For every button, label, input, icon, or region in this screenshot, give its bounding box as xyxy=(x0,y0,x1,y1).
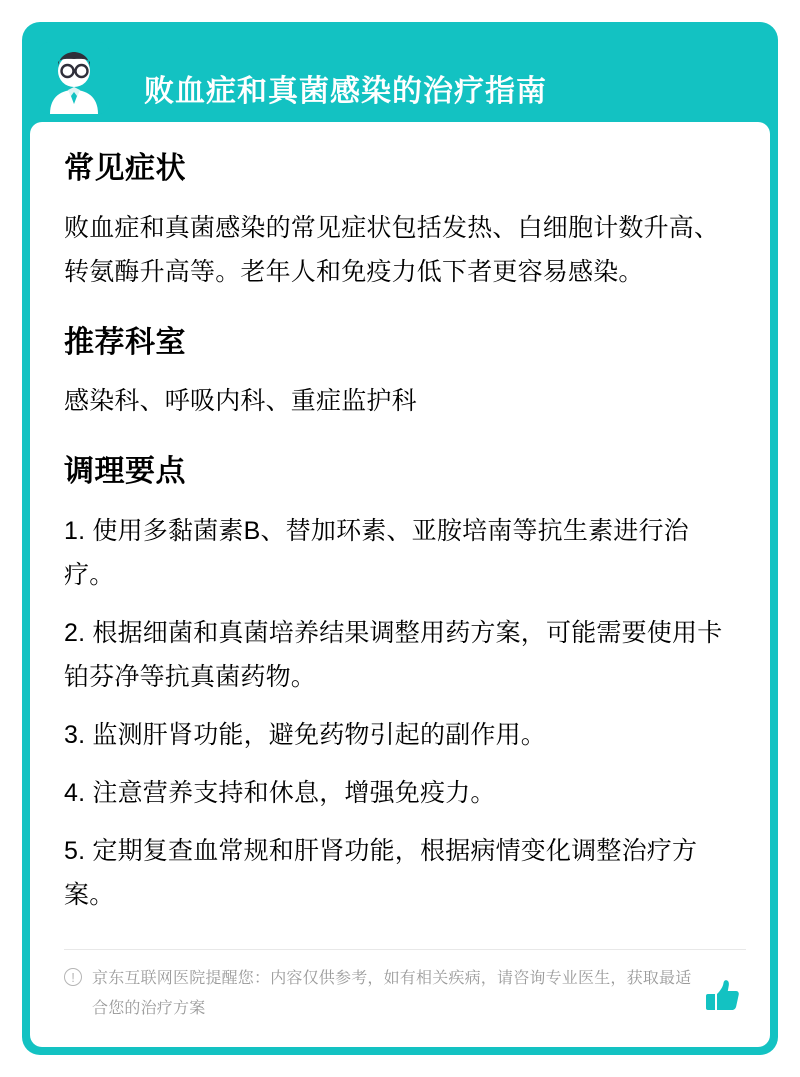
footer-disclaimer xyxy=(64,949,746,1035)
section-heading-care-points: 调理要点 xyxy=(64,455,186,488)
care-point-item: 2. 根据细菌和真菌培养结果调整用药方案，可能需要使用卡铂芬净等抗真菌药物。 xyxy=(64,618,723,691)
section-heading-common-symptoms: 常见症状 xyxy=(64,152,186,185)
care-point-item: 3. 监测肝肾功能，避免药物引起的副作用。 xyxy=(64,720,546,749)
care-point-item: 5. 定期复查血常规和肝肾功能，根据病情变化调整治疗方案。 xyxy=(64,836,698,909)
section-heading-recommended-department: 推荐科室 xyxy=(64,325,186,359)
care-point-item: 1. 使用多黏菌素B、替加环素、亚胺培南等抗生素进行治疗。 xyxy=(64,516,689,589)
content-sheet xyxy=(30,122,770,1047)
section-paragraph: 感染科、呼吸内科、重症监护科 xyxy=(64,387,417,415)
doctor-avatar-icon xyxy=(36,40,112,116)
section-paragraph: 败血症和真菌感染的常见症状包括发热、白细胞计数升高、转氨酶升高等。老年人和免疫力低下者更容易感染。 xyxy=(64,213,720,286)
info-circle-icon: ! xyxy=(64,968,82,986)
treatment-guide-card xyxy=(22,22,778,1055)
care-point-item: 4. 注意营养支持和休息，增强免疫力。 xyxy=(64,778,496,807)
disclaimer-text: 京东互联网医院提醒您：内容仅供参考，如有相关疾病，请咨询专业医生，获取最适合您的治疗方案 xyxy=(92,970,692,1017)
page-title: 败血症和真菌感染的治疗指南 xyxy=(144,75,547,108)
card-header xyxy=(22,22,778,122)
thumbs-up-icon[interactable] xyxy=(702,976,742,1016)
